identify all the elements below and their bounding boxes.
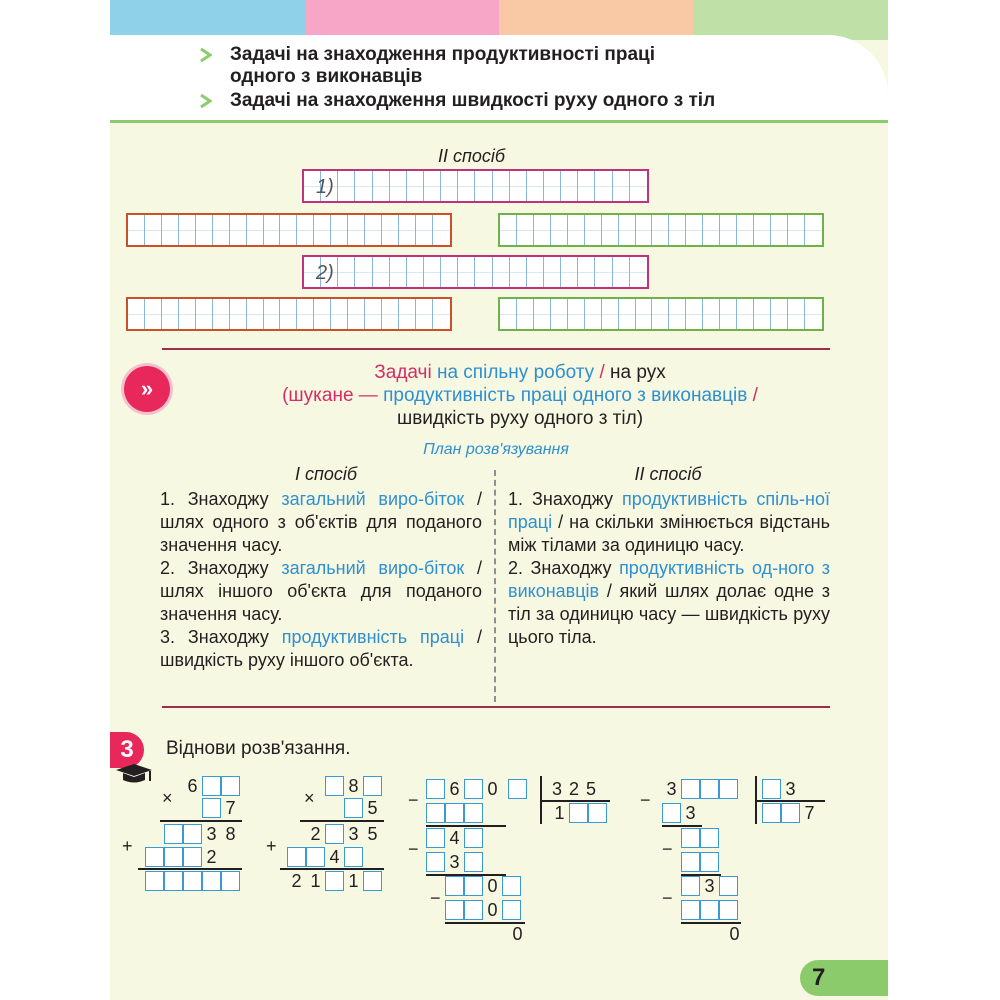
digit-box[interactable] [202, 798, 221, 818]
digit-box[interactable] [221, 871, 240, 891]
grid-cell[interactable] [331, 215, 348, 245]
m2s2-a: 2. Знаходжу [508, 558, 612, 578]
chevron-right-icon [200, 94, 212, 108]
method-2-step-1 [508, 488, 830, 557]
summary-title-sep: / [599, 362, 605, 383]
grid-cell[interactable] [510, 257, 527, 287]
minus-sign: − [430, 888, 441, 908]
method-1-step-2 [160, 557, 482, 626]
section-rule-top [162, 348, 830, 350]
m2-r-digit-1: 2 [291, 871, 302, 891]
digit-box[interactable] [221, 776, 240, 796]
method-2-step-2 [508, 557, 830, 649]
m1s2-a: 2. Знаходжу [160, 558, 269, 578]
grid-cell[interactable] [338, 257, 355, 287]
grid-cell[interactable] [162, 215, 179, 245]
task-instruction: Віднови розв'язання. [166, 738, 351, 759]
m2-r-digit-2: 1 [310, 871, 321, 891]
digit-box[interactable] [202, 871, 221, 891]
grid-cell[interactable] [652, 215, 669, 245]
m1s1-b: загальний виро-біток [281, 489, 465, 509]
grid-cell[interactable] [669, 215, 686, 245]
digit-box[interactable] [700, 900, 719, 920]
digit-box[interactable] [445, 900, 464, 920]
grid-cell[interactable] [145, 299, 162, 329]
digit-box[interactable] [363, 871, 382, 891]
digit-box[interactable] [464, 803, 483, 823]
m2s1-b: продуктивність спіль-ної праці [508, 489, 830, 532]
minus-sign: − [662, 839, 673, 859]
grid-cell[interactable] [669, 299, 686, 329]
header-line-1: Задачі на знаходження продуктивності праці [230, 44, 655, 65]
grid-cell[interactable] [230, 215, 247, 245]
m2-line-1 [300, 820, 384, 822]
m1s1-c: / шлях одного з об'єктів для поданого значення часу. [160, 489, 482, 555]
grid-cell[interactable] [544, 171, 561, 201]
digit-box[interactable] [464, 900, 483, 920]
grid-cell[interactable] [475, 257, 492, 287]
m2-r-digit-3: 1 [348, 871, 359, 891]
grid-cell[interactable] [247, 215, 264, 245]
answer-grid-2[interactable] [126, 213, 452, 247]
digit-box[interactable] [662, 803, 681, 823]
color-tabs [110, 0, 888, 40]
grid-cell[interactable] [561, 171, 578, 201]
answer-grid-6[interactable] [498, 297, 824, 331]
m2s1-c: / на скільки змінюється відстань між тілами за одиницю часу. [508, 512, 830, 555]
grid-cell[interactable] [247, 299, 264, 329]
grid-cell[interactable] [619, 299, 636, 329]
grid-cell[interactable] [613, 257, 630, 287]
m1s3-c: / швидкість руху іншого об'єкта. [160, 627, 482, 670]
answer-grid-3[interactable] [498, 213, 824, 247]
grid-cell[interactable] [595, 257, 612, 287]
grid-cell[interactable] [613, 171, 630, 201]
digit-box[interactable] [681, 779, 700, 799]
grid-cell[interactable] [373, 257, 390, 287]
digit-box[interactable] [700, 828, 719, 848]
minus-sign: − [408, 790, 419, 810]
page-number: 7 [800, 960, 888, 996]
grid-cell[interactable] [771, 215, 788, 245]
grid-cell[interactable] [213, 215, 230, 245]
m1-line-2 [138, 868, 242, 870]
grid-cell[interactable] [264, 215, 281, 245]
double-chevron-icon: » [124, 366, 170, 412]
grid-cell[interactable] [297, 215, 314, 245]
m2-p1-digit-b: 3 [348, 824, 359, 844]
m1-p1-digit-a: 3 [206, 824, 217, 844]
digit-box[interactable] [202, 776, 221, 796]
grid-cell[interactable] [602, 299, 619, 329]
m2-top-digit: 8 [348, 776, 359, 796]
d2-quotient-digit: 7 [804, 803, 815, 823]
grid-cell[interactable] [771, 299, 788, 329]
grid-2-mark: 2) [316, 262, 334, 284]
m2-mid-digit: 5 [367, 798, 378, 818]
grid-cell[interactable] [551, 215, 568, 245]
digit-box[interactable] [325, 776, 344, 796]
tab-green [694, 0, 889, 40]
d1-step-digit-4: 0 [487, 900, 498, 920]
times-sign: × [162, 788, 173, 808]
digit-box[interactable] [363, 776, 382, 796]
method-1-steps [160, 488, 482, 672]
grid-cell[interactable] [636, 299, 653, 329]
digit-box[interactable] [183, 847, 202, 867]
digit-box[interactable] [464, 828, 483, 848]
m1-p1-digit-b: 8 [225, 824, 236, 844]
grid-cell[interactable] [630, 171, 647, 201]
minus-sign: − [408, 839, 419, 859]
digit-box[interactable] [569, 803, 588, 823]
grid-cell[interactable] [475, 171, 492, 201]
grid-cell[interactable] [314, 215, 331, 245]
grid-cell[interactable] [500, 215, 517, 245]
grid-1-mark: 1) [316, 176, 334, 198]
d1-dividend-digit-b: 0 [487, 779, 498, 799]
grid-cell[interactable] [458, 257, 475, 287]
digit-box[interactable] [325, 824, 344, 844]
grid-cell[interactable] [500, 299, 517, 329]
digit-box[interactable] [287, 847, 306, 867]
grid-cell[interactable] [805, 299, 822, 329]
digit-box[interactable] [762, 803, 781, 823]
digit-box[interactable] [700, 779, 719, 799]
digit-box[interactable] [426, 803, 445, 823]
grid-cell[interactable] [128, 215, 145, 245]
d1-step-digit-3: 0 [487, 876, 498, 896]
header-line-3: Задачі на знаходження швидкості руху одного з тіл [230, 90, 716, 111]
grid-cell[interactable] [382, 215, 399, 245]
plan-label: План розв'язування [423, 441, 569, 458]
d1-dividend-digit-a: 6 [449, 779, 460, 799]
grid-cell[interactable] [527, 257, 544, 287]
grid-cell[interactable] [636, 215, 653, 245]
d1-line-1 [426, 825, 506, 827]
grid-cell[interactable] [517, 299, 534, 329]
grid-cell[interactable] [128, 299, 145, 329]
digit-box[interactable] [306, 847, 325, 867]
grid-cell[interactable] [754, 299, 771, 329]
d2-divisor-line [755, 800, 825, 802]
textbook-page [110, 0, 888, 1000]
grid-cell[interactable] [264, 299, 281, 329]
grid-method-label: ІІ спосіб [438, 146, 506, 166]
m2-p2-digit: 4 [329, 847, 340, 867]
d1-step-digit-1: 4 [449, 828, 460, 848]
digit-box[interactable] [508, 779, 527, 799]
summary-line2-part3: / [752, 385, 758, 406]
grid-cell[interactable] [561, 257, 578, 287]
digit-box[interactable] [762, 779, 781, 799]
method-1-step-1 [160, 488, 482, 557]
m1s3-a: 3. Знаходжу [160, 627, 269, 647]
digit-box[interactable] [344, 847, 363, 867]
grid-cell[interactable] [399, 215, 416, 245]
d2-step-digit-a: 3 [685, 803, 696, 823]
grid-cell[interactable] [534, 215, 551, 245]
digit-box[interactable] [502, 876, 521, 896]
summary-line-2 [200, 384, 840, 407]
grid-cell[interactable] [365, 299, 382, 329]
summary-line2-part2: продуктивність праці одного з виконавців [383, 385, 748, 406]
digit-box[interactable] [464, 852, 483, 872]
grid-cell[interactable] [595, 171, 612, 201]
grid-cell[interactable] [416, 215, 433, 245]
digit-box[interactable] [681, 828, 700, 848]
grid-cell[interactable] [407, 171, 424, 201]
grid-cell[interactable] [179, 215, 196, 245]
grid-cell[interactable] [441, 171, 458, 201]
minus-sign: − [662, 888, 673, 908]
grid-cell[interactable] [331, 299, 348, 329]
grid-cell[interactable] [568, 299, 585, 329]
digit-box[interactable] [164, 847, 183, 867]
m1-mid-digit: 7 [225, 798, 236, 818]
grid-cell[interactable] [544, 257, 561, 287]
grid-cell[interactable] [196, 215, 213, 245]
grid-cell[interactable] [578, 171, 595, 201]
digit-box[interactable] [426, 852, 445, 872]
answer-grid-1[interactable] [302, 169, 649, 203]
grid-cell[interactable] [355, 257, 372, 287]
digit-box[interactable] [164, 824, 183, 844]
grid-cell[interactable] [686, 299, 703, 329]
minus-sign: − [640, 790, 651, 810]
plus-sign: + [266, 836, 277, 856]
grid-cell[interactable] [652, 299, 669, 329]
chevron-right-icon [200, 48, 212, 62]
grid-cell[interactable] [703, 299, 720, 329]
grid-cell[interactable] [213, 299, 230, 329]
m1s2-b: загальний виро-біток [281, 558, 465, 578]
m1s2-c: / шлях іншого об'єкта для поданого значення часу. [160, 558, 482, 624]
grid-cell[interactable] [493, 257, 510, 287]
answer-grid-4[interactable] [302, 255, 649, 289]
grid-cell[interactable] [551, 299, 568, 329]
grid-cell[interactable] [196, 299, 213, 329]
m1-top-digit: 6 [187, 776, 198, 796]
grid-cell[interactable] [737, 215, 754, 245]
grid-cell[interactable] [230, 299, 247, 329]
digit-box[interactable] [719, 876, 738, 896]
grid-cell[interactable] [630, 257, 647, 287]
grid-cell[interactable] [424, 171, 441, 201]
d2-line-1 [662, 825, 702, 827]
digit-box[interactable] [145, 871, 164, 891]
grid-cell[interactable] [280, 299, 297, 329]
m1-line-1 [160, 820, 242, 822]
summary-title-part1: Задачі [374, 362, 432, 383]
grid-cell[interactable] [365, 215, 382, 245]
grid-cell[interactable] [720, 299, 737, 329]
grid-cell[interactable] [162, 299, 179, 329]
d1-divisor: 3 2 5 [552, 779, 598, 799]
grid-cell[interactable] [703, 215, 720, 245]
grid-cell[interactable] [424, 257, 441, 287]
grid-cell[interactable] [788, 299, 805, 329]
grid-cell[interactable] [314, 299, 331, 329]
m2-p1-digit-a: 2 [310, 824, 321, 844]
grid-cell[interactable] [754, 215, 771, 245]
grid-cell[interactable] [390, 257, 407, 287]
grid-cell[interactable] [441, 257, 458, 287]
summary-line-3: швидкість руху одного з тіл) [396, 408, 644, 429]
digit-box[interactable] [164, 871, 183, 891]
summary-title-part3: на рух [610, 362, 666, 383]
grid-cell[interactable] [805, 215, 822, 245]
header-item-1-cont [230, 64, 422, 90]
grid-cell[interactable] [355, 171, 372, 201]
plus-sign: + [122, 836, 133, 856]
grid-cell[interactable] [179, 299, 196, 329]
tab-orange [499, 0, 694, 40]
grid-cell[interactable] [407, 257, 424, 287]
digit-box[interactable] [464, 876, 483, 896]
grid-cell[interactable] [517, 215, 534, 245]
section-rule-bottom [162, 706, 830, 708]
grid-cell[interactable] [602, 215, 619, 245]
grid-cell[interactable] [373, 171, 390, 201]
digit-box[interactable] [445, 876, 464, 896]
d1-remainder: 0 [512, 924, 523, 944]
m2s2-b: продуктивність од-ного з виконавців [508, 558, 830, 601]
summary-title [200, 361, 840, 384]
method-1-title: І спосіб [294, 464, 358, 484]
grid-cell[interactable] [348, 215, 365, 245]
m2-line-2 [280, 868, 384, 870]
method-1-step-3 [160, 626, 482, 672]
method-2-title: ІІ спосіб [634, 464, 702, 484]
method-2-steps [508, 488, 830, 649]
digit-box[interactable] [681, 900, 700, 920]
tab-blue [110, 0, 305, 40]
times-sign: × [304, 788, 315, 808]
grid-cell[interactable] [578, 257, 595, 287]
grid-cell[interactable] [382, 299, 399, 329]
digit-box[interactable] [781, 803, 800, 823]
digit-box[interactable] [681, 876, 700, 896]
grid-cell[interactable] [280, 215, 297, 245]
digit-box[interactable] [445, 803, 464, 823]
digit-box[interactable] [464, 779, 483, 799]
grid-cell[interactable] [338, 171, 355, 201]
m1s3-b: продуктивність праці [281, 627, 465, 647]
grid-cell[interactable] [534, 299, 551, 329]
d2-remainder: 0 [729, 924, 740, 944]
header-item-2 [200, 88, 715, 114]
d1-divisor-line [540, 800, 610, 802]
answer-grid-5[interactable] [126, 297, 452, 331]
summary-title-part2: на спільну роботу [436, 362, 595, 383]
digit-box[interactable] [145, 847, 164, 867]
digit-box[interactable] [183, 871, 202, 891]
m1s1-a: 1. Знаходжу [160, 489, 269, 509]
grid-cell[interactable] [458, 171, 475, 201]
digit-box[interactable] [426, 779, 445, 799]
grid-cell[interactable] [720, 215, 737, 245]
digit-box[interactable] [426, 828, 445, 848]
grid-cell[interactable] [527, 171, 544, 201]
d2-dividend-digit: 3 [666, 779, 677, 799]
digit-box[interactable] [588, 803, 607, 823]
m2-p1-digit-c: 5 [367, 824, 378, 844]
grid-cell[interactable] [416, 299, 433, 329]
grid-cell[interactable] [568, 215, 585, 245]
d1-quotient-digit: 1 [554, 803, 565, 823]
grid-cell[interactable] [788, 215, 805, 245]
digit-box[interactable] [700, 852, 719, 872]
grid-cell[interactable] [390, 171, 407, 201]
grid-cell[interactable] [510, 171, 527, 201]
d1-step-digit-2: 3 [449, 852, 460, 872]
grid-cell[interactable] [433, 299, 450, 329]
grid-cell[interactable] [145, 215, 162, 245]
digit-box[interactable] [719, 900, 738, 920]
d2-divisor-digit: 3 [785, 779, 796, 799]
m1-p2-digit: 2 [206, 847, 217, 867]
grid-cell[interactable] [297, 299, 314, 329]
methods-divider [494, 470, 496, 702]
digit-box[interactable] [502, 900, 521, 920]
graduation-cap-icon [114, 762, 154, 786]
digit-box[interactable] [681, 852, 700, 872]
grid-cell[interactable] [686, 215, 703, 245]
grid-cell[interactable] [493, 171, 510, 201]
grid-cell[interactable] [433, 215, 450, 245]
tab-pink [305, 0, 500, 40]
grid-cell[interactable] [585, 299, 602, 329]
grid-cell[interactable] [619, 215, 636, 245]
grid-cell[interactable] [737, 299, 754, 329]
digit-box[interactable] [719, 779, 738, 799]
digit-box[interactable] [183, 824, 202, 844]
m2s2-c: / який шлях долає одне з тіл за одиницю часу — швидкість руху цього тіла. [508, 581, 830, 647]
grid-cell[interactable] [348, 299, 365, 329]
task-number-badge: 3 [110, 732, 144, 768]
digit-box[interactable] [344, 798, 363, 818]
m2s1-a: 1. Знаходжу [508, 489, 614, 509]
digit-box[interactable] [325, 871, 344, 891]
grid-cell[interactable] [585, 215, 602, 245]
d2-step-digit-b: 3 [704, 876, 715, 896]
summary-line2-part1: (шукане — [282, 385, 378, 406]
header-line-2: одного з виконавців [230, 66, 423, 87]
grid-cell[interactable] [399, 299, 416, 329]
